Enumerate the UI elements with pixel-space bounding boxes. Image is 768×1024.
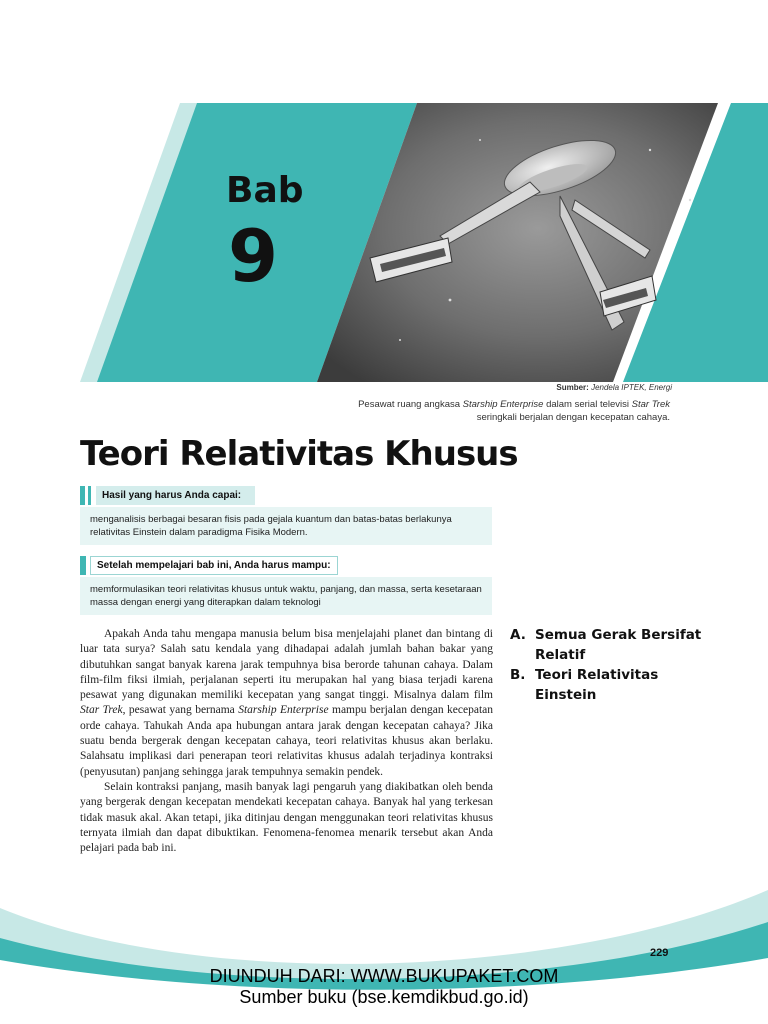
ability-text: memformulasikan teori relativitas khusus untuk waktu, panjang, dan massa, serta kesetaraan massa dengan energi yang diterapkan dalam teknologi xyxy=(80,577,492,615)
toc-text: Teori Relativitas Einstein xyxy=(535,667,659,703)
result-label-box xyxy=(80,486,255,505)
toc-letter: B. xyxy=(510,667,526,683)
paragraph-show: Star Trek xyxy=(80,704,123,717)
caption-text: dalam serial televisi xyxy=(546,399,629,410)
chapter-label: Bab xyxy=(226,170,304,211)
paragraph-ship: Starship Enterprise xyxy=(238,704,329,717)
accent-bar xyxy=(80,486,85,505)
toc-letter: A. xyxy=(510,627,526,643)
source-label: Sumber: xyxy=(556,383,589,392)
toc-text: Semua Gerak Bersifat Relatif xyxy=(535,627,702,663)
intro-text xyxy=(80,627,493,856)
result-text: menganalisis berbagai besaran fisis pada gejala kuantum dan batas-batas berlakunya relativitas Einstein dalam paradigma Fisika Modern. xyxy=(80,507,492,545)
intro-paragraph xyxy=(80,627,493,780)
caption-text: Pesawat ruang angkasa xyxy=(358,399,461,410)
paragraph-text: mampu berjalan dengan kecepatan orde cahaya. Tahukah Anda apa hubungan antara jarak dengan kecepatan cahaya? Jika suatu benda bergerak dengan kecepatan cahaya, teori relativitas khusus akan berlaku. Salahsatu implikasi dari penerapan teori relativitas khusus adalah terjadinya kontraksi (penyusutan) panjang sehingga jarak tempuhnya semakin pendek. xyxy=(80,704,494,778)
figure-caption xyxy=(310,398,670,424)
chapter-title: Teori Relativitas Khusus xyxy=(80,434,518,474)
source-value: Jendela IPTEK, Energi xyxy=(591,383,672,392)
figure-source xyxy=(556,383,672,392)
ability-label: Setelah mempelajari bab ini, Anda harus mampu: xyxy=(90,556,338,575)
page-number: 229 xyxy=(650,947,669,959)
chapter-header-graphic xyxy=(0,0,768,400)
book-source: Sumber buku (bse.kemdikbud.go.id) xyxy=(239,987,529,1007)
toc-item[interactable] xyxy=(510,665,710,705)
chapter-number: 9 xyxy=(228,214,279,298)
caption-show: Star Trek xyxy=(631,399,670,410)
toc-item[interactable] xyxy=(510,625,710,665)
ability-label-box xyxy=(80,556,338,575)
paragraph-text: , pesawat yang bernama xyxy=(122,704,235,717)
accent-bar xyxy=(88,486,91,505)
chapter-contents xyxy=(510,625,710,705)
accent-bar xyxy=(80,556,86,575)
caption-ship: Starship Enterprise xyxy=(462,399,544,410)
caption-text: seringkali berjalan dengan kecepatan cahaya. xyxy=(476,412,670,423)
download-source: DIUNDUH DARI: WWW.BUKUPAKET.COM xyxy=(209,966,559,986)
paragraph-text: Apakah Anda tahu mengapa manusia belum bisa menjelajahi planet dan bintang di luar tata surya? Salah satu kendala yang dihadapai adalah jumlah bahan bakar yang dibutuhkan sangat banyak karena jarak tempuhnya bisa berorde tahunan cahaya. Dalam film-film fiksi ilmiah, perjalanan seperti itu merupakan hal yang biasa terjadi karena pesawat yang digunakan memiliki kecepatan yang sangat tinggi. Misalnya dalam film xyxy=(80,628,493,702)
intro-paragraph: Selain kontraksi panjang, masih banyak lagi pengaruh yang diakibatkan oleh benda yang bergerak dengan kecepatan mendekati kecepatan cahaya. Banyak hal yang terkesan tidak masuk akal. Akan tetapi, jika ditinjau dengan menggunakan teori relativitas khusus ternyata ilmiah dan dapat dibuktikan. Fenomena-fenomea menarik tersebut akan Anda pelajari pada bab ini. xyxy=(80,780,493,855)
result-label: Hasil yang harus Anda capai: xyxy=(96,486,255,505)
